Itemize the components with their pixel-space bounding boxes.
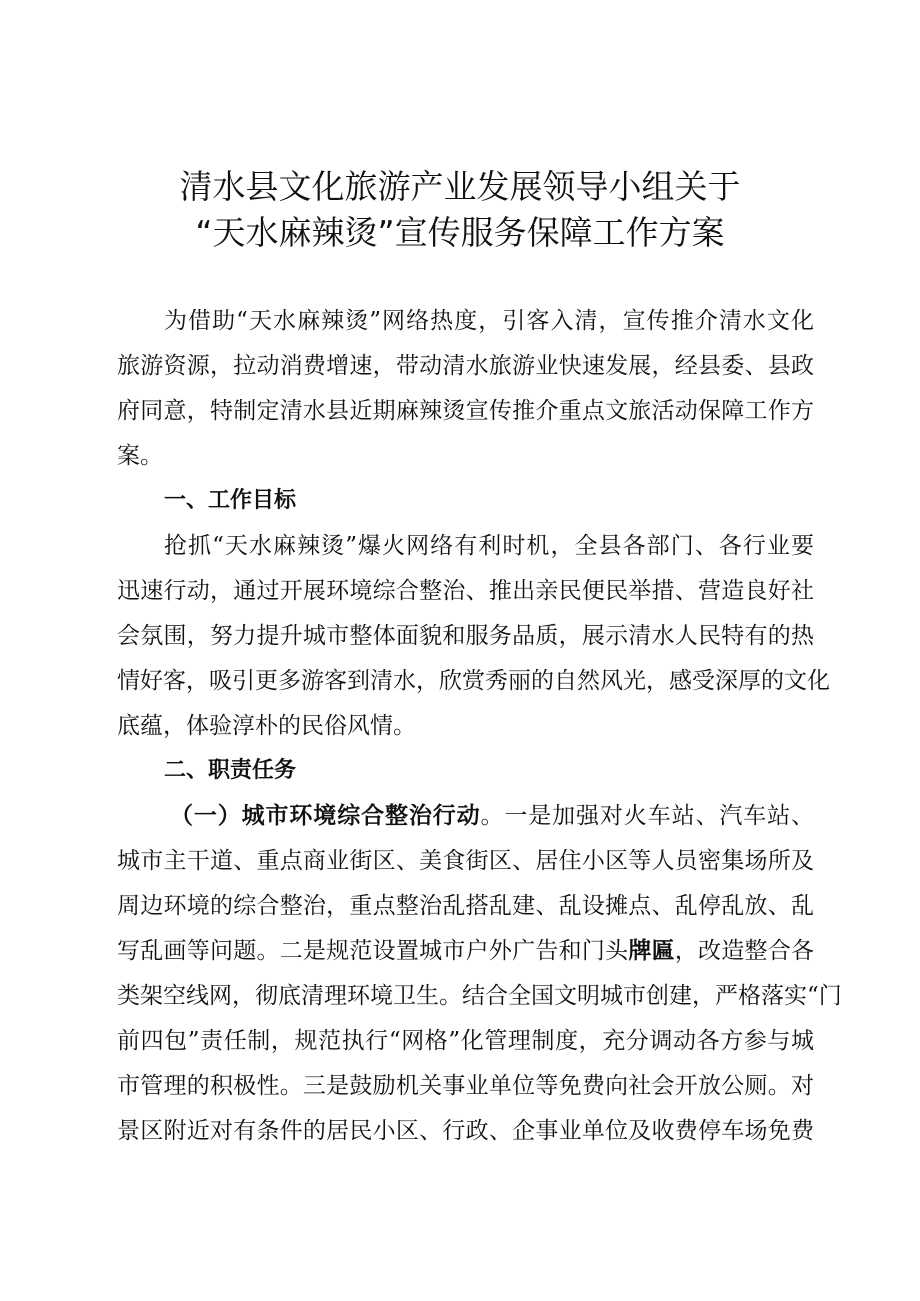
duties-line-2: 城市主干道、重点商业街区、美食街区、居住小区等人员密集场所及 [117,848,814,874]
document-title-line-2: “天水麻辣烫”宣传服务保障工作方案 [195,213,725,252]
intro-line-2: 旅游资源，拉动消费增速，带动清水旅游业快速发展，经县委、县政 [117,353,814,379]
duties-line-3: 周边环境的综合整治，重点整治乱搭乱建、乱设摊点、乱停乱放、乱 [117,893,814,919]
intro-line-3: 府同意，特制定清水县近期麻辣烫宣传推介重点文旅活动保障工作方 [117,398,814,424]
section-heading-duties: 二、职责任务 [164,758,297,783]
subsection-heading-city-environment: （一）城市环境综合整治行动 [170,803,481,829]
duties-line-5: 类架空线网，彻底清理环境卫生。结合全国文明城市创建，严格落实“门 [117,983,842,1009]
goals-line-5: 底蕴，体验淳朴的民俗风情。 [117,713,416,739]
duties-line-4 [117,940,814,963]
duties-line-4-text-b: ，改造整合各 [674,938,815,964]
duties-line-4-text-a: 写乱画等问题。二是规范设置城市户外广告和门头 [117,938,629,964]
section-heading-goals: 一、工作目标 [164,488,297,513]
document-title-line-1: 清水县文化旅游产业发展领导小组关于 [179,167,741,206]
intro-line-4: 案。 [117,443,163,469]
goals-line-2: 迅速行动，通过开展环境综合整治、推出亲民便民举措、营造良好社 [117,578,814,604]
duties-line-4-bold: 牌匾 [628,938,675,964]
duties-line-1 [170,805,814,828]
duties-line-8: 景区附近对有条件的居民小区、行政、企事业单位及收费停车场免费 [117,1118,814,1144]
duties-line-6: 前四包”责任制，规范执行“网格”化管理制度，充分调动各方参与城 [117,1028,814,1054]
duties-line-1-text: 。一是加强对火车站、汽车站、 [480,803,815,829]
goals-line-4: 情好客，吸引更多游客到清水，欣赏秀丽的自然风光，感受深厚的文化 [117,668,830,694]
duties-line-7: 市管理的积极性。三是鼓励机关事业单位等免费向社会开放公厕。对 [117,1073,814,1099]
goals-line-3: 会氛围，努力提升城市整体面貌和服务品质，展示清水人民特有的热 [117,623,814,649]
intro-line-1: 为借助“天水麻辣烫”网络热度，引客入清，宣传推介清水文化 [164,308,814,334]
goals-line-1: 抢抓“天水麻辣烫”爆火网络有利时机，全县各部门、各行业要 [164,533,814,559]
